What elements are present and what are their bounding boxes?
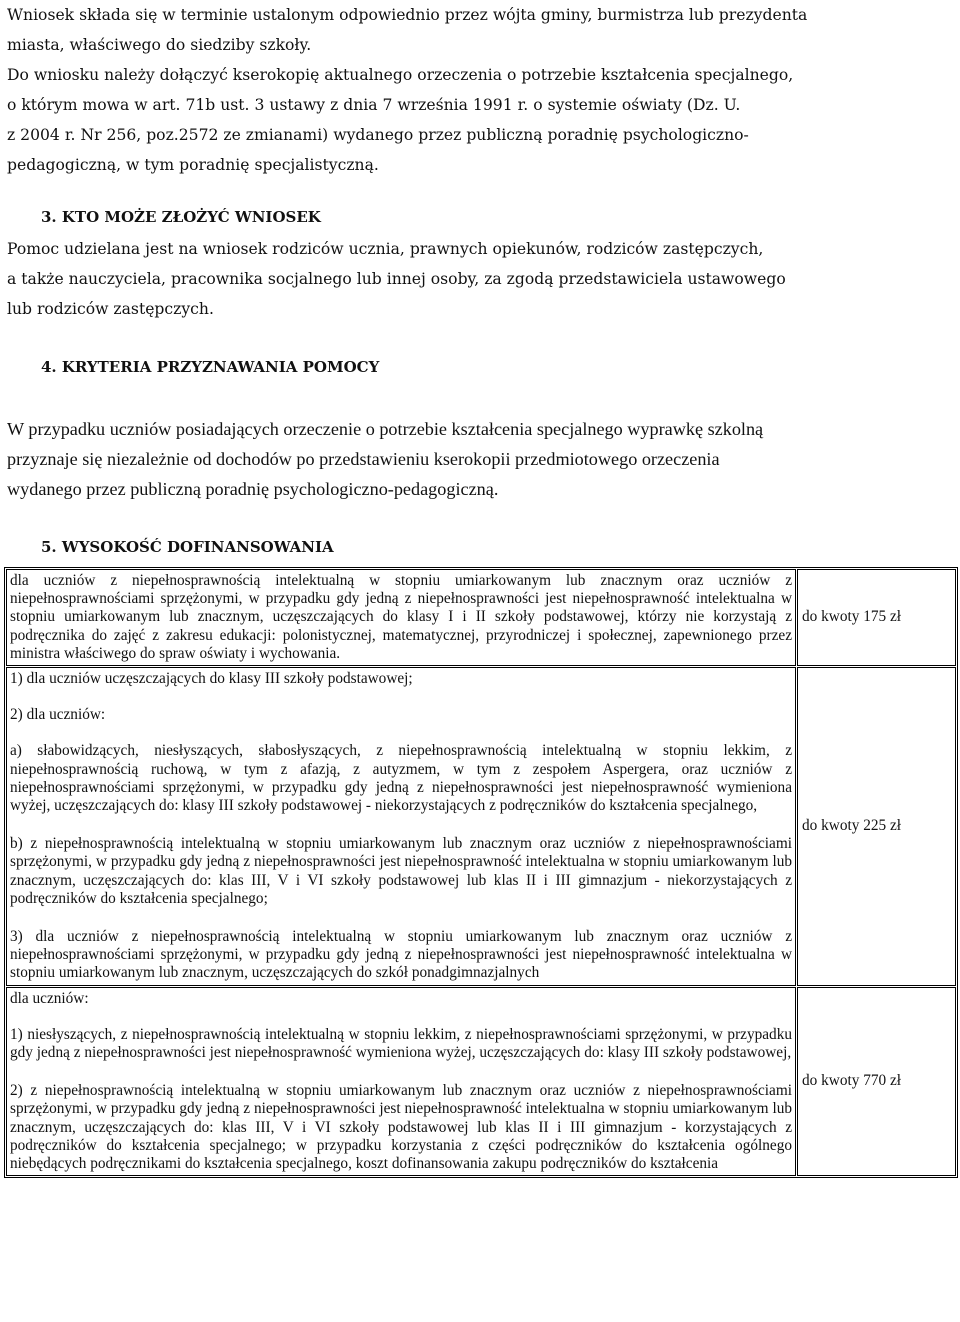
criteria-item: 2) dla uczniów: (10, 706, 106, 724)
funding-table (4, 567, 958, 1178)
section-3-heading: 3. KTO MOŻE ZŁOŻYĆ WNIOSEK (41, 208, 321, 226)
criteria-item: dla uczniów: (10, 989, 89, 1007)
table-cell-criteria (6, 987, 796, 1177)
criteria-item: b) z niepełnosprawnością intelektualną w stopniu umiarkowanym lub znacznym oraz uczniów z niepełnosprawnościami sprzężonymi, w przypadku gdy jedną z niepełnosprawności jest niepełnosprawność intelektualna w stopniu umiarkowanym lub znacznym, uczęszczających do: klas III, V i VI szkoły podstawowej lub klas II i III gimnazjum - niekorzystających z podręczników do kształcenia specjalnego; (10, 835, 792, 907)
table-cell-amount: do kwoty 225 zł (797, 667, 956, 986)
intro-line: o którym mowa w art. 71b ust. 3 ustawy z dnia 7 września 1991 r. o systemie oświaty (Dz. U. (7, 96, 741, 114)
section-3-line: a także nauczyciela, pracownika socjalnego lub innej osoby, za zgodą przedstawiciela ustawowego (7, 270, 786, 288)
intro-line: Wniosek składa się w terminie ustalonym odpowiednio przez wójta gminy, burmistrza lub prezydenta (7, 6, 808, 24)
intro-line: Do wniosku należy dołączyć kserokopię aktualnego orzeczenia o potrzebie kształcenia specjalnego, (7, 66, 794, 84)
criteria-item: a) słabowidzących, niesłyszących, słabosłyszących, z niepełnosprawnością intelektualną w stopniu lekkim, z niepełnosprawnością ruchową, w tym z afazją, z autyzmem, w tym z zespołem Aspergera, oraz uczniów z niepełnosprawnościami sprzężonymi, w przypadku gdy jedną z niepełnosprawności jest niepełnosprawność wymieniona wyżej, uczęszczających do: klasy III szkoły podstawowej - niekorzystających z podręczników do kształcenia specjalnego, (10, 742, 792, 815)
section-4-line: przyznaje się niezależnie od dochodów po przedstawieniu kserokopii przedmiotowego orzeczenia (7, 449, 720, 469)
section-4-line: wydanego przez publiczną poradnię psychologiczno-pedagogiczną. (7, 479, 499, 499)
section-3-line: lub rodziców zastępczych. (7, 300, 214, 318)
criteria-item: 2) z niepełnosprawnością intelektualną w stopniu umiarkowanym lub znacznym oraz uczniów z niepełnosprawnościami sprzężonymi, w przypadku gdy jedną z niepełnosprawności jest niepełnosprawność intelektualna w stopniu umiarkowanym lub znacznym, uczęszczających do: klas III, V i VI szkoły podstawowej lub klas II i III gimnazjum - korzystających z podręczników do kształcenia specjalnego; w przypadku korzystania z części podręczników do kształcenia ogólnego niebędących podręcznikami do kształcenia specjalnego, koszt dofinansowania zakupu podręczników do kształcenia (10, 1082, 792, 1173)
intro-line: pedagogiczną, w tym poradnię specjalistyczną. (7, 156, 379, 174)
section-3-paragraph (0, 234, 960, 324)
table-cell-amount: do kwoty 175 zł (797, 569, 956, 666)
intro-line: miasta, właściwego do siedziby szkoły. (7, 36, 312, 54)
table-row (6, 569, 956, 666)
section-5-heading: 5. WYSOKOŚĆ DOFINANSOWANIA (41, 538, 334, 556)
table-row (6, 987, 956, 1177)
section-3-line: Pomoc udzielana jest na wniosek rodziców ucznia, prawnych opiekunów, rodziców zastępczych, (7, 240, 764, 258)
section-4-line: W przypadku uczniów posiadających orzeczenie o potrzebie kształcenia specjalnego wyprawkę szkolną (7, 419, 764, 439)
table-cell-amount: do kwoty 770 zł (797, 987, 956, 1177)
intro-paragraph (0, 0, 960, 180)
criteria-item: 1) niesłyszących, z niepełnosprawnością intelektualną w stopniu lekkim, z niepełnosprawnościami sprzężonymi, w przypadku gdy jedną z niepełnosprawności jest niepełnosprawność wymieniona wyżej, uczęszczających do: klasy III szkoły podstawowej, (10, 1025, 792, 1062)
criteria-item: 1) dla uczniów uczęszczających do klasy III szkoły podstawowej; (10, 670, 413, 688)
table-row (6, 667, 956, 986)
table-cell-criteria: dla uczniów z niepełnosprawnością intelektualną w stopniu umiarkowanym lub znacznym oraz uczniów z niepełnosprawnościami sprzężonymi, w przypadku gdy jedną z niepełnosprawności jest niepełnosprawność intelektualna w stopniu umiarkowanym lub znacznym, uczęszczających do klasy I i II szkoły podstawowej, którzy nie korzystają z podręcznika do zajęć z zakresu edukacji: polonistycznej, matematycznej, przyrodniczej i społecznej, zapewnionego przez ministra właściwego do spraw oświaty i wychowania. (6, 569, 796, 666)
criteria-item: 3) dla uczniów z niepełnosprawnością intelektualną w stopniu umiarkowanym lub znacznym oraz uczniów z niepełnosprawnościami sprzężonymi, w przypadku gdy jedną z niepełnosprawności jest niepełnosprawność intelektualna w stopniu umiarkowanym lub znacznym, uczęszczających do szkół ponadgimnazjalnych (10, 928, 792, 982)
table-cell-criteria (6, 667, 796, 986)
section-4-paragraph (0, 414, 960, 504)
intro-line: z 2004 r. Nr 256, poz.2572 ze zmianami) wydanego przez publiczną poradnię psychologiczno- (7, 126, 749, 144)
section-4-heading: 4. KRYTERIA PRZYZNAWANIA POMOCY (41, 358, 380, 376)
